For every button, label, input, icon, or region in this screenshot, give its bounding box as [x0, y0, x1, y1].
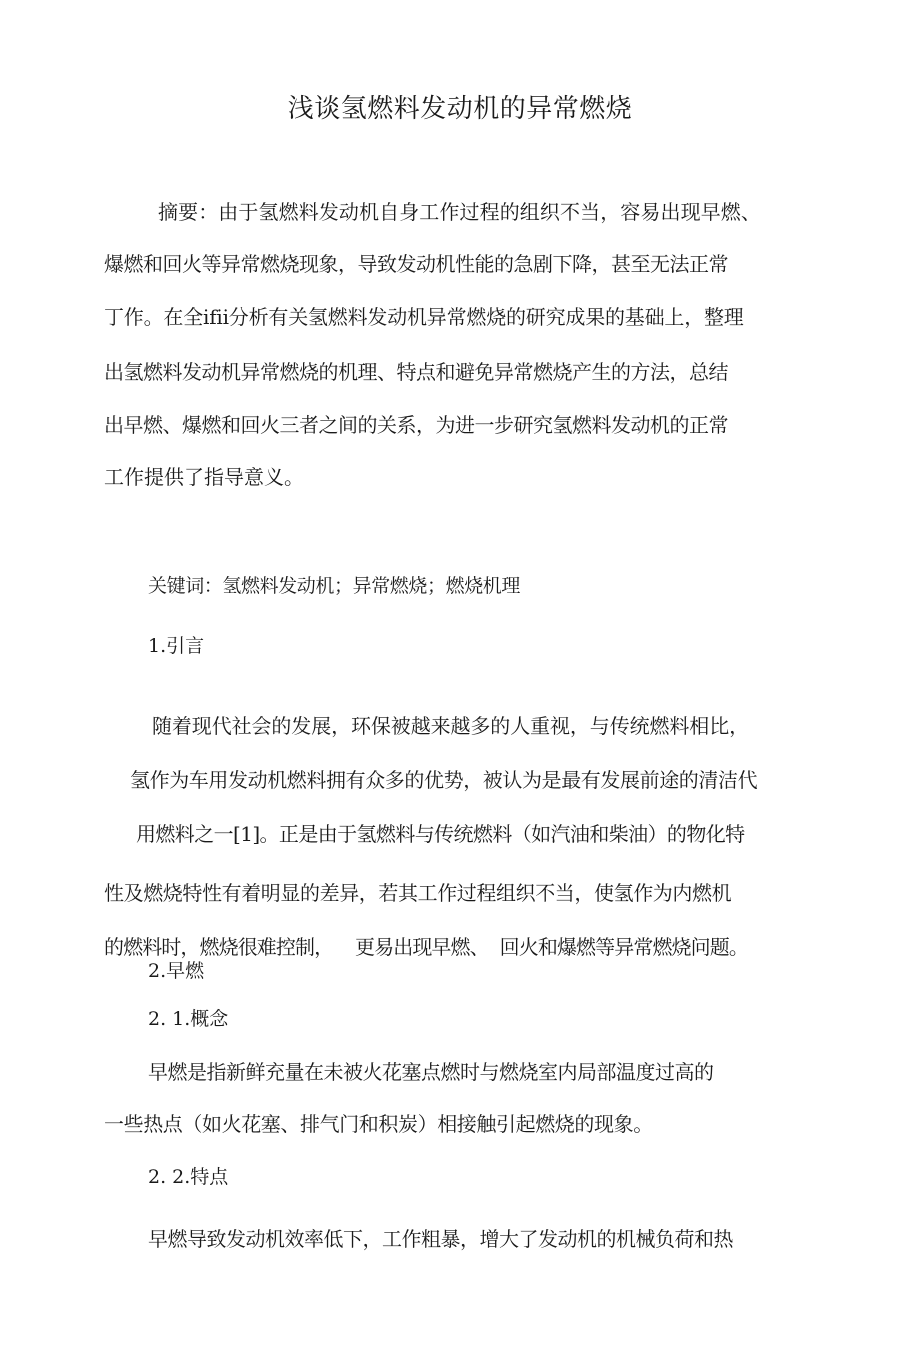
abstract-line: 丁作。在全ifii分析有关氢燃料发动机异常燃烧的研究成果的基础上，整理 [104, 305, 744, 329]
abstract-line: 出氢燃料发动机异常燃烧的机理、特点和避免异常燃烧产生的方法，总结 [104, 360, 728, 384]
intro-line: 用燃料之一[1]。正是由于氢燃料与传统燃料（如汽油和柴油）的物化特 [136, 822, 745, 846]
intro-line: 的燃料时，燃烧很难控制， 更易出现早燃、 回火和爆燃等异常燃烧问题。 [104, 935, 748, 959]
section-heading-concept: 2. 1.概念 [148, 1008, 229, 1030]
intro-line: 氢作为车用发动机燃料拥有众多的优势，被认为是最有发展前途的清洁代 [130, 768, 758, 792]
features-line: 早燃导致发动机效率低下，工作粗暴，增大了发动机的机械负荷和热 [148, 1227, 733, 1251]
abstract-line: 爆燃和回火等异常燃烧现象，导致发动机性能的急剧下降，甚至无法正常 [104, 252, 728, 276]
section-heading-preignition: 2.早燃 [148, 960, 205, 982]
document-title: 浅谈氢燃料发动机的异常燃烧 [287, 94, 633, 124]
keywords-line: 关键词：氢燃料发动机；异常燃烧；燃烧机理 [148, 575, 521, 597]
abstract-line: 摘要：由于氢燃料发动机自身工作过程的组织不当，容易出现早燃、 [158, 200, 761, 224]
concept-line: 早燃是指新鲜充量在未被火花塞点燃时与燃烧室内局部温度过高的 [148, 1060, 714, 1084]
intro-line: 随着现代社会的发展，环保被越来越多的人重视，与传统燃料相比， [152, 714, 749, 738]
section-heading-introduction: 1.引言 [148, 635, 205, 657]
concept-line: 一些热点（如火花塞、排气门和积炭）相接触引起燃烧的现象。 [104, 1112, 653, 1136]
intro-line: 性及燃烧特性有着明显的差异，若其工作过程组织不当，使氢作为内燃机 [104, 881, 732, 905]
abstract-line: 出早燃、爆燃和回火三者之间的关系，为进一步研究氢燃料发动机的正常 [104, 413, 728, 437]
abstract-line: 工作提供了指导意义。 [104, 465, 304, 489]
section-heading-features: 2. 2.特点 [148, 1166, 229, 1188]
